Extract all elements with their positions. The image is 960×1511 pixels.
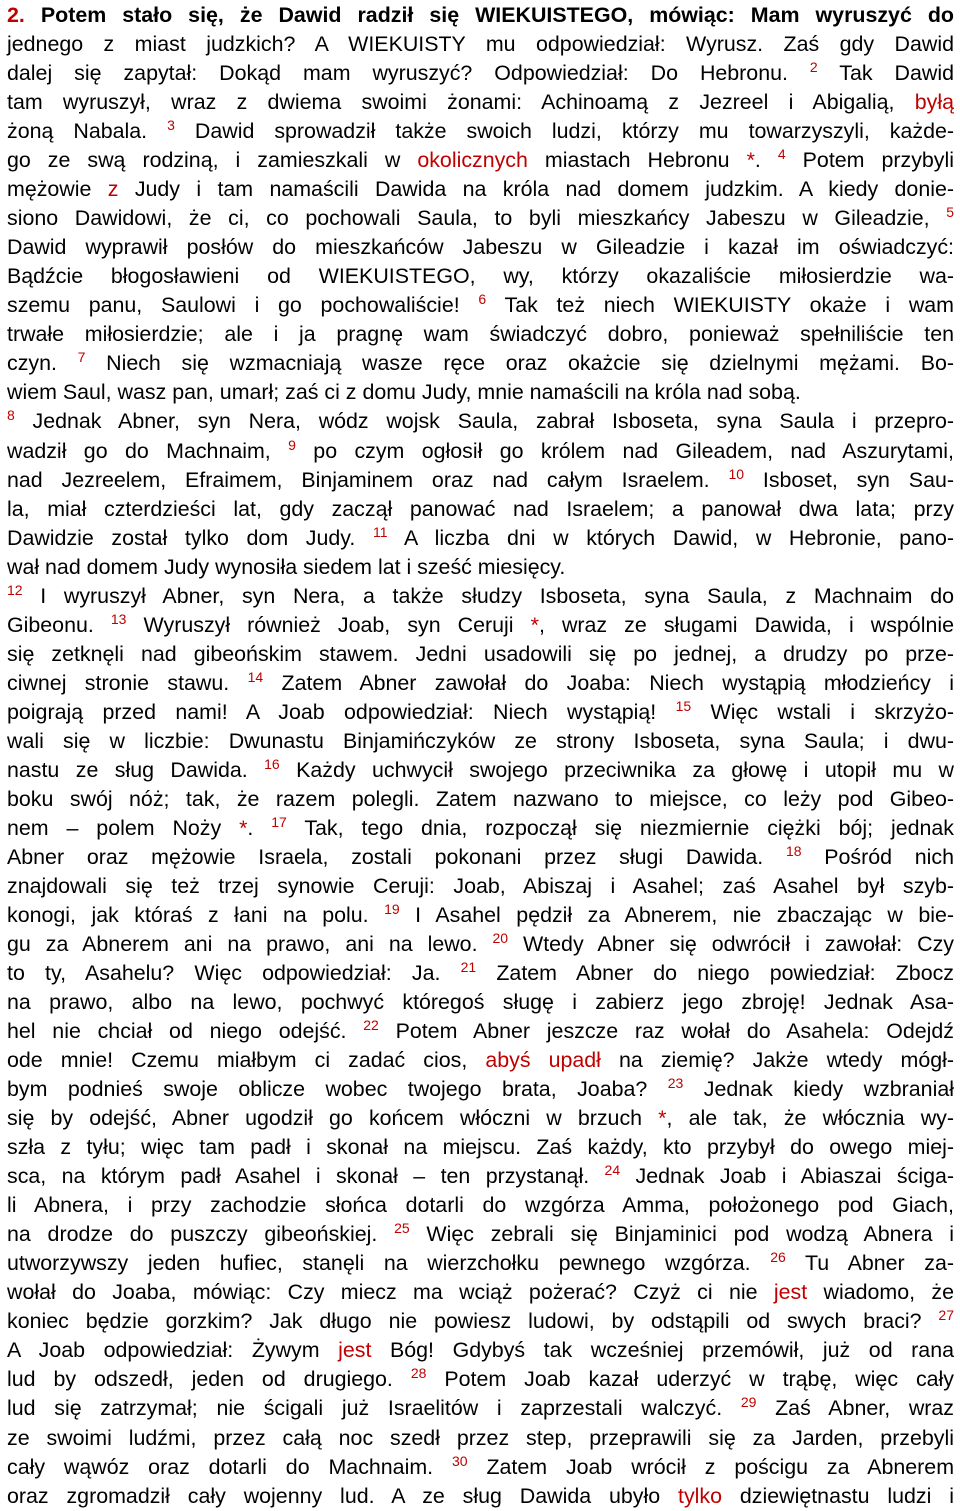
text-run: Potem Joab kazał uderzyć w trąbę, więc cały: [426, 1367, 955, 1392]
text-run: Jednak Joab i Abiaszai ściga-: [620, 1164, 954, 1189]
text-run: ode mnie! Czemu miałbym ci zadać cios,: [7, 1048, 486, 1073]
text-line: [7, 146, 954, 175]
text-run: Zaś Abner, wraz: [756, 1396, 955, 1421]
text-run: się zetknęli nad gibeońskim stawem. Jedni usadowili się po jednej, a drudzy po prze-: [7, 641, 954, 666]
text-run: Potem stało się, że Dawid radził się WIEKUISTEGO, mówiąc: Mam wyruszyć do: [24, 3, 954, 27]
text-run: li Abnera, i przy zachodzie słońca dotarli do wzgórza Amma, położonego pod Giach,: [7, 1193, 954, 1218]
text-run: znajdowali się też trzej synowie Ceruji: Joab, Abiszaj i Asahel; zaś Asahel był szyb-: [7, 873, 954, 898]
verse-number: 16: [264, 755, 280, 772]
text-line: [7, 959, 954, 988]
text-run: na ziemię? Jakże wtedy mógł-: [600, 1048, 954, 1073]
text-line: [7, 1017, 954, 1046]
text-run: dziewiętnastu ludzi i: [722, 1483, 954, 1508]
text-run: Potem Abner jeszcze raz wołał do Asahela: Odejdź: [378, 1019, 955, 1044]
text-run: nem – polem Noży: [7, 815, 240, 840]
text-run: oraz zgromadził cały wojenny lud. A ze sług Dawida ubyło: [7, 1483, 679, 1508]
text-run: Tak Dawid: [817, 61, 954, 86]
text-line: [7, 378, 954, 407]
text-run: Pośród nich: [801, 844, 955, 869]
text-run: Bądźcie błogosławieni od WIEKUISTEGO, wy, którzy okazaliście miłosierdzie wa-: [7, 264, 954, 289]
text-run: , wraz ze sługami Dawida, i wspólnie: [538, 612, 954, 637]
text-line: [7, 1424, 954, 1453]
text-line: [7, 1482, 954, 1511]
text-line: [7, 407, 954, 436]
text-line: [7, 175, 954, 204]
text-run: nad Jezreelem, Efraimem, Binjaminem oraz nad całym Israelem.: [7, 467, 729, 492]
text-run: byłą: [914, 90, 954, 115]
verse-number: 9: [288, 436, 296, 453]
text-run: koniec będzie gorzkim? Jak długo nie powiesz ludowi, by odstąpili od swych braci?: [7, 1309, 939, 1334]
verse-number: 25: [394, 1220, 410, 1237]
text-run: Dawidzie został tylko dom Judy.: [7, 525, 373, 550]
text-run: abyś upadł: [485, 1048, 601, 1073]
text-run: mężowie: [7, 177, 108, 202]
text-run: trwałe miłosierdzie; ale i ja pragnę wam świadczyć dobro, ponieważ spełniliście ten: [7, 322, 954, 347]
text-line: [7, 1220, 954, 1249]
verse-number: 30: [451, 1452, 468, 1469]
text-run: Dawid sprowadził także swoich ludzi, którzy mu towarzyszyli, każde-: [174, 119, 955, 144]
text-line: [7, 466, 954, 495]
text-run: Tak, tego dnia, rozpoczął się niezmiernie ciężki bój; jednak: [286, 815, 954, 840]
text-line: [7, 1075, 954, 1104]
text-run: Isboset, syn Sau-: [744, 467, 954, 492]
text-run: gu za Abnerem ani na prawo, ani na lewo.: [7, 932, 493, 956]
verse-number: 12: [7, 581, 23, 598]
text-line: [7, 756, 954, 785]
text-line: [7, 1278, 954, 1307]
text-run: 2.: [7, 3, 25, 27]
text-line: [7, 262, 954, 291]
text-run: Gibeonu.: [7, 612, 111, 637]
text-line: [7, 814, 954, 843]
text-line: [7, 1365, 954, 1394]
text-line: [7, 1394, 954, 1423]
text-run: hel nie chciał od niego odejść.: [7, 1019, 364, 1044]
verse-number: 3: [167, 117, 175, 134]
text-run: dalej się zapytał: Dokąd mam wyruszyć? Odpowiedział: Do Hebronu.: [7, 61, 810, 86]
text-run: wiadomo, że: [807, 1280, 954, 1305]
verse-number: 11: [372, 523, 388, 540]
text-line: [7, 1046, 954, 1075]
verse-number: 17: [271, 813, 287, 830]
verse-number: 8: [7, 407, 15, 424]
text-line: [7, 843, 954, 872]
text-run: poigrają przed nami! A Joab odpowiedział: Niech wystąpią!: [7, 699, 676, 724]
text-line: [7, 117, 954, 146]
text-run: z: [107, 177, 119, 202]
text-line: [7, 698, 954, 727]
text-run: konogi, jak któraś z łani na polu.: [7, 902, 385, 927]
text-line: [7, 320, 954, 349]
text-line: [7, 553, 954, 582]
text-run: Więc wstali i skrzyżo-: [691, 699, 954, 724]
text-line: [7, 930, 954, 959]
text-run: Tak też niech WIEKUISTY okaże i wam: [486, 293, 954, 318]
text-run: *: [239, 815, 248, 840]
text-line: [7, 1453, 954, 1482]
text-line: [7, 872, 954, 901]
text-run: lud się zatrzymał; nie ścigali już Israelitów i zaprzestali walczyć.: [7, 1396, 741, 1421]
text-run: Wtedy Abner się odwrócił i zawołał: Czy: [508, 932, 954, 956]
text-line: [7, 785, 954, 814]
text-line: [7, 88, 954, 117]
verse-number: 4: [777, 146, 786, 163]
verse-number: 29: [740, 1394, 757, 1411]
text-run: Potem przybyli: [785, 148, 954, 173]
text-line: [7, 1249, 954, 1278]
verse-number: 27: [938, 1307, 954, 1324]
text-run: po czym ogłosił go królem nad Gileadem, nad Aszurytami,: [295, 438, 954, 463]
text-line: [7, 727, 954, 756]
text-line: [7, 291, 954, 320]
text-run: A Joab odpowiedział: Żywym: [7, 1338, 339, 1363]
verse-number: 26: [770, 1249, 786, 1266]
text-run: nastu ze sług Dawida.: [7, 757, 265, 782]
text-line: [7, 640, 954, 669]
text-run: Więc zebrali się Binjaminici pod wodzą Abnera i: [409, 1222, 954, 1247]
text-run: to ty, Asahelu? Więc odpowiedział: Ja.: [7, 961, 461, 985]
verse-number: 13: [110, 610, 127, 627]
text-run: utworzywszy jeden hufiec, stanęli na wierzchołku pewnego wzgórza.: [7, 1251, 771, 1276]
text-run: Jednak kiedy wzbraniał: [683, 1077, 954, 1102]
text-run: okolicznych: [417, 148, 528, 173]
text-run: , ale tak, że włócznia wy-: [666, 1106, 954, 1131]
text-line: [7, 59, 954, 88]
text-line: [7, 204, 954, 233]
text-run: *: [530, 612, 539, 637]
text-run: wali się w liczbie: Dwunastu Binjamińczyków ze strony Isboseta, syna Saula; i dwu-: [7, 728, 954, 753]
text-run: Jednak Abner, syn Nera, wódz wojsk Saula, zabrał Isboseta, syna Saula i przepro-: [14, 409, 954, 434]
text-run: Niech się wzmacniają wasze ręce oraz okażcie się dzielnymi mężami. Bo-: [85, 351, 954, 376]
text-run: szemu panu, Saulowi i go pochowaliście!: [7, 293, 479, 318]
text-line: [7, 1, 954, 30]
text-run: sca, na którym padł Asahel i skonał – ten przystanął.: [7, 1164, 605, 1189]
text-run: jednego z miast judzkich? A WIEKUISTY mu odpowiedział: Wyrusz. Zaś gdy Dawid: [7, 32, 954, 56]
text-run: wadził go do Machnaim,: [7, 438, 289, 463]
text-run: A liczba dni w których Dawid, w Hebronie, pano-: [387, 525, 954, 550]
verse-number: 15: [675, 697, 692, 714]
text-line: [7, 495, 954, 524]
text-line: [7, 611, 954, 640]
text-line: [7, 1307, 954, 1336]
text-line: [7, 901, 954, 930]
verse-number: 18: [785, 842, 802, 859]
text-line: [7, 1336, 954, 1365]
text-run: .: [754, 148, 778, 173]
text-run: go ze swą rodziną, i zamieszkali w: [7, 148, 418, 173]
text-run: .: [247, 815, 272, 840]
text-line: [7, 582, 954, 611]
text-run: ciwnej stronie stawu.: [7, 670, 248, 695]
verse-number: 28: [410, 1365, 427, 1382]
text-run: ze swoimi ludźmi, przez całą noc szedł przez step, przeprawili się za Jarden, przebyli: [7, 1425, 954, 1450]
text-run: na drodze do puszczy gibeońskiej.: [7, 1222, 395, 1247]
text-line: [7, 669, 954, 698]
text-run: Każdy uchwycił swojego przeciwnika za głowę i utopił mu w: [279, 757, 954, 782]
verse-number: 5: [946, 204, 954, 221]
text-run: wiem Saul, wasz pan, umarł; zaś ci z domu Judy, mnie namaścili na króla nad sobą.: [7, 380, 801, 405]
verse-number: 14: [247, 668, 264, 685]
text-run: Zatem Joab wrócił z pościgu za Abnerem: [467, 1454, 955, 1479]
verse-number: 6: [478, 291, 487, 308]
text-run: wał nad domem Judy wynosiła siedem lat i sześć miesięcy.: [7, 554, 566, 579]
verse-number: 24: [604, 1162, 621, 1179]
text-line: [7, 233, 954, 262]
text-run: I wyruszył Abner, syn Nera, a także słudzy Isboseta, syna Saula, z Machnaim do: [22, 583, 954, 608]
text-line: [7, 1104, 954, 1133]
text-run: tylko: [678, 1483, 723, 1508]
text-run: cały wąwóz oraz dotarli do Machnaim.: [7, 1454, 452, 1479]
verse-number: 10: [728, 465, 745, 482]
text-line: [7, 1162, 954, 1191]
text-run: bym podnieś swoje oblicze wobec twojego brata, Joaba?: [7, 1077, 668, 1102]
text-line: [7, 1191, 954, 1220]
text-run: miastach Hebronu: [527, 148, 747, 173]
verse-number: 21: [460, 959, 477, 975]
text-run: I Asahel pędził za Abnerem, nie zbaczając w bie-: [399, 902, 954, 927]
text-run: Abner oraz mężowie Israela, zostali pokonani przez sługi Dawida.: [7, 844, 786, 869]
text-line: [7, 437, 954, 466]
text-run: lud by odszedł, jeden od drugiego.: [7, 1367, 411, 1392]
text-line: [7, 30, 954, 59]
text-run: szła z tyłu; więc tam padł i skonał na miejscu. Zaś każdy, kto przybył do owego miej-: [7, 1135, 954, 1160]
text-run: Judy i tam namaścili Dawida na króla nad domem judzkim. A kiedy donie-: [118, 177, 954, 202]
text-run: Dawid wyprawił posłów do mieszkańców Jabeszu w Gileadzie i kazał im oświadczyć:: [7, 235, 954, 260]
verse-number: 2: [809, 59, 818, 76]
text-run: *: [746, 148, 755, 173]
text-run: Bóg! Gdybyś tak wcześniej przemówił, już od rana: [371, 1338, 954, 1363]
text-line: [7, 1133, 954, 1162]
text-run: siono Dawidowi, że ci, co pochowali Saula, to byli mieszkańcy Jabeszu w Gileadzie,: [7, 206, 947, 231]
verse-number: 19: [384, 900, 400, 917]
text-line: [7, 349, 954, 378]
text-line: [7, 524, 954, 553]
text-run: czyn.: [7, 351, 78, 376]
text-run: tam wyruszył, wraz z dwiema swoimi żonami: Achinoamą z Jezreel i Abigalią,: [7, 90, 915, 115]
text-run: jest: [338, 1338, 372, 1363]
verse-number: 23: [667, 1075, 684, 1092]
text-run: jest: [773, 1280, 808, 1305]
text-run: Zatem Abner zawołał do Joaba: Niech wystąpią młodzieńcy i: [263, 670, 954, 695]
verse-number: 20: [492, 930, 509, 946]
text-run: się by odejść, Abner ugodził go końcem włóczni w brzuch: [7, 1106, 659, 1131]
text-run: boku swój nóż; tak, że razem polegli. Zatem nazwano to miejsce, co leży pod Gibeo-: [7, 786, 954, 811]
text-run: *: [658, 1106, 667, 1131]
text-run: Wyruszył również Joab, syn Ceruji: [126, 612, 531, 637]
text-run: żoną Nabala.: [7, 119, 168, 144]
text-run: Zatem Abner do niego powiedział: Zbocz: [476, 961, 954, 985]
text-run: la, miał czterdzieści lat, gdy zaczął panować nad Israelem; a panował dwa lata; przy: [7, 496, 954, 521]
text-run: na prawo, albo na lewo, pochwyć któregoś sługę i zabierz jego zbroję! Jednak Asa-: [7, 990, 954, 1014]
text-line: [7, 988, 954, 1017]
text-run: Tu Abner za-: [785, 1251, 954, 1276]
text-run: wołał do Joaba, mówiąc: Czy miecz ma wciąż pożerać? Czyż ci nie: [7, 1280, 774, 1305]
verse-number: 7: [77, 349, 86, 366]
verse-number: 22: [363, 1017, 379, 1034]
